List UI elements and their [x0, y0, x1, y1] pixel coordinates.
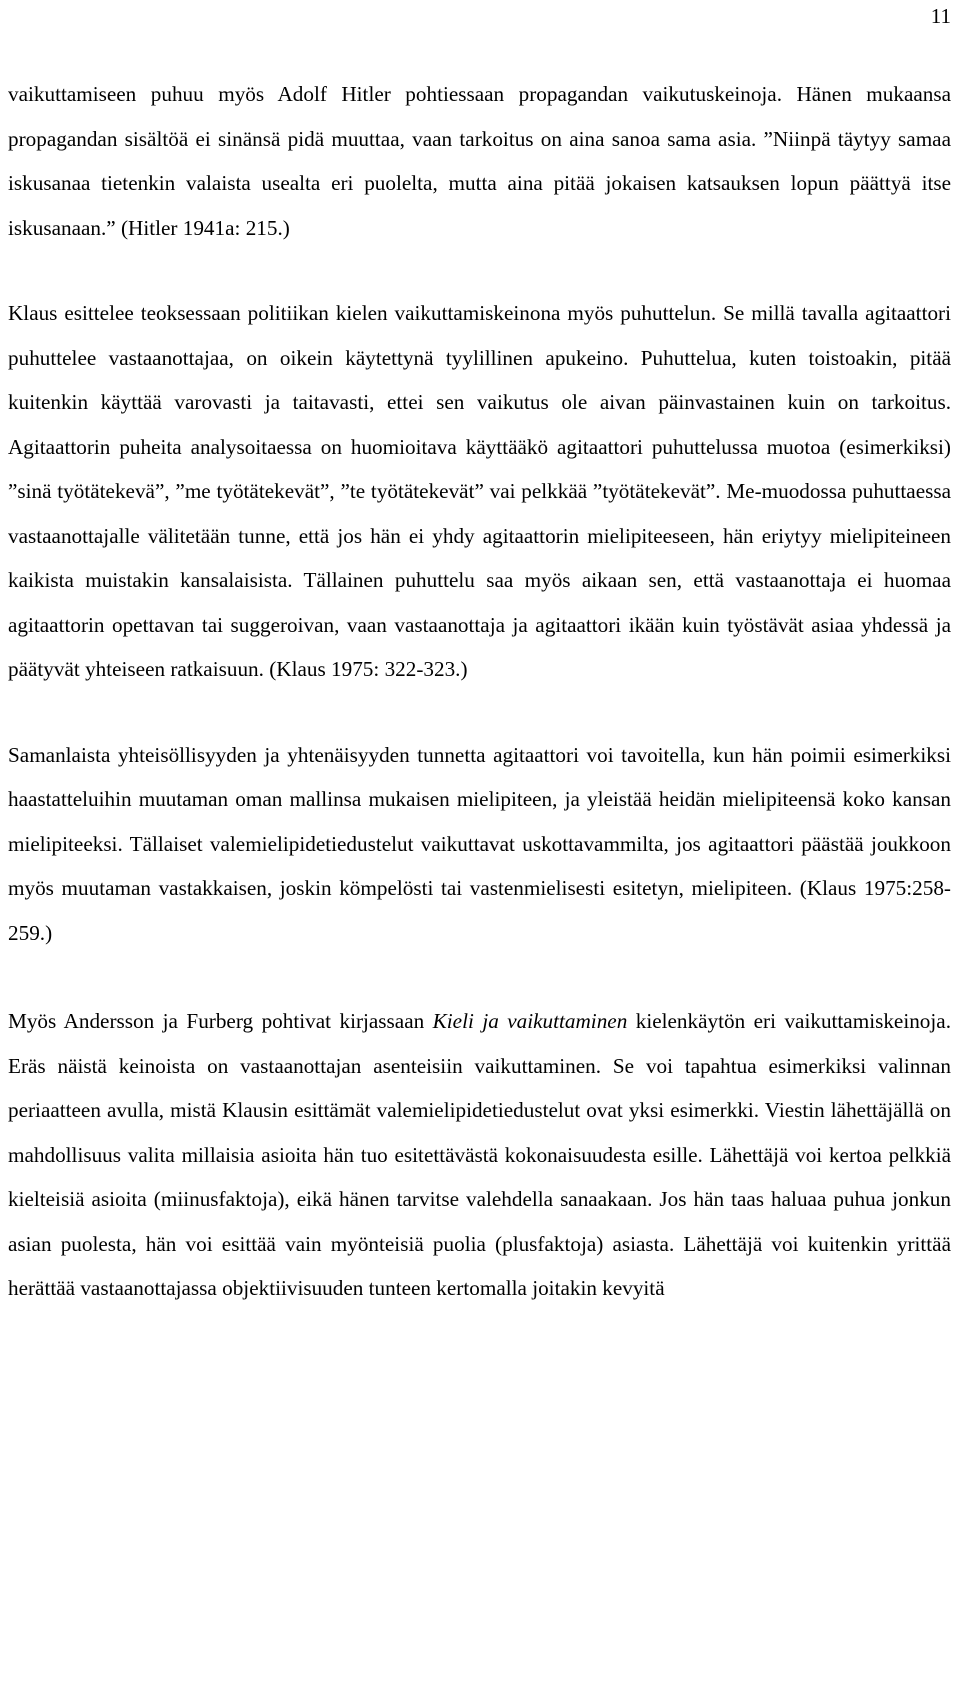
paragraph-text-after-title: kielenkäytön eri vaikuttamiskeinoja. Eräs näistä keinoista on vastaanottajan asenteisiin vaikuttaminen. Se voi tapahtua esimerkiksi valinnan periaatteen avulla, mistä Klausin esittämät valemielipidetiedustelut ovat yksi esimerkki. Viestin lähettäjällä on mahdollisuus valita millaisia asioita hän tuo esitettävästä kokonaisuudesta esille. Lähettäjä voi kertoa pelkkiä kielteisiä asioita (miinusfaktoja), eikä hänen tarvitse valehdella sanaakaan. Jos hän taas haluaa puhua jonkun asian puolesta, hän voi esittää vain myönteisiä puolia (plusfaktoja) asiasta. Lähettäjä voi kuitenkin yrittää herättää vastaanottajassa objektiivisuuden tunteen kertomalla joitakin kevyitä	[8, 1009, 951, 1300]
paragraph-andersson-furberg	[8, 999, 951, 1311]
paragraph-text-before-title: Myös Andersson ja Furberg pohtivat kirjassaan	[8, 1009, 433, 1033]
page-number: 11	[930, 4, 951, 28]
paragraph-hitler-propaganda: vaikuttamiseen puhuu myös Adolf Hitler pohtiessaan propagandan vaikutuskeinoja. Hänen mukaansa propagandan sisältöä ei sinänsä pidä muuttaa, vaan tarkoitus on aina sanoa sama asia. ”Niinpä täytyy samaa iskusanaa tietenkin valaista usealta eri puolelta, mutta aina pitää jokaisen katsauksen lopun päättyä itse iskusanaan.” (Hitler 1941a: 215.)	[8, 82, 951, 240]
paragraph-klaus-puhuttelu: Klaus esittelee teoksessaan politiikan kielen vaikuttamiskeinona myös puhuttelun. Se millä tavalla agitaattori puhuttelee vastaanottajaa, on oikein käytettynä tyylillinen apukeino. Puhuttelua, kuten toistoakin, pitää kuitenkin käyttää varovasti ja taitavasti, ettei sen vaikutus ole aivan päinvastainen kuin on tarkoitus. Agitaattorin puheita analysoitaessa on huomioitava käyttääkö agitaattori puhuttelussa muotoa (esimerkiksi) ”sinä työtätekevä”, ”me työtätekevät”, ”te työtätekevät” vai pelkkää ”työtätekevät”. Me-muodossa puhuttaessa vastaanottajalle välitetään tunne, että jos hän ei yhdy agitaattorin mielipiteeseen, hän eriytyy mielipiteineen kaikista muistakin kansalaisista. Tällainen puhuttelu saa myös aikaan sen, että vastaanottaja ei huomaa agitaattorin opettavan tai suggeroivan, vaan vastaanottaja ja agitaattori ikään kuin työstävät asiaa yhdessä ja päätyvät yhteiseen ratkaisuun. (Klaus 1975: 322-323.)	[8, 301, 951, 681]
body-text	[8, 72, 951, 1311]
book-title: Kieli ja vaikuttaminen	[432, 1009, 628, 1033]
paragraph-yhteisollisyys: Samanlaista yhteisöllisyyden ja yhtenäisyyden tunnetta agitaattori voi tavoitella, kun hän poimii esimerkiksi haastatteluihin muutaman oman mallinsa mukaisen mielipiteen, ja yleistää heidän mielipiteensä koko kansan mielipiteeksi. Tällaiset valemielipidetiedustelut vaikuttavat uskottavammilta, jos agitaattori päästää joukkoon myös muutaman vastakkaisen, joskin kömpelösti tai vastenmielisesti esitetyn, mielipiteen. (Klaus 1975:258-259.)	[8, 742, 951, 945]
